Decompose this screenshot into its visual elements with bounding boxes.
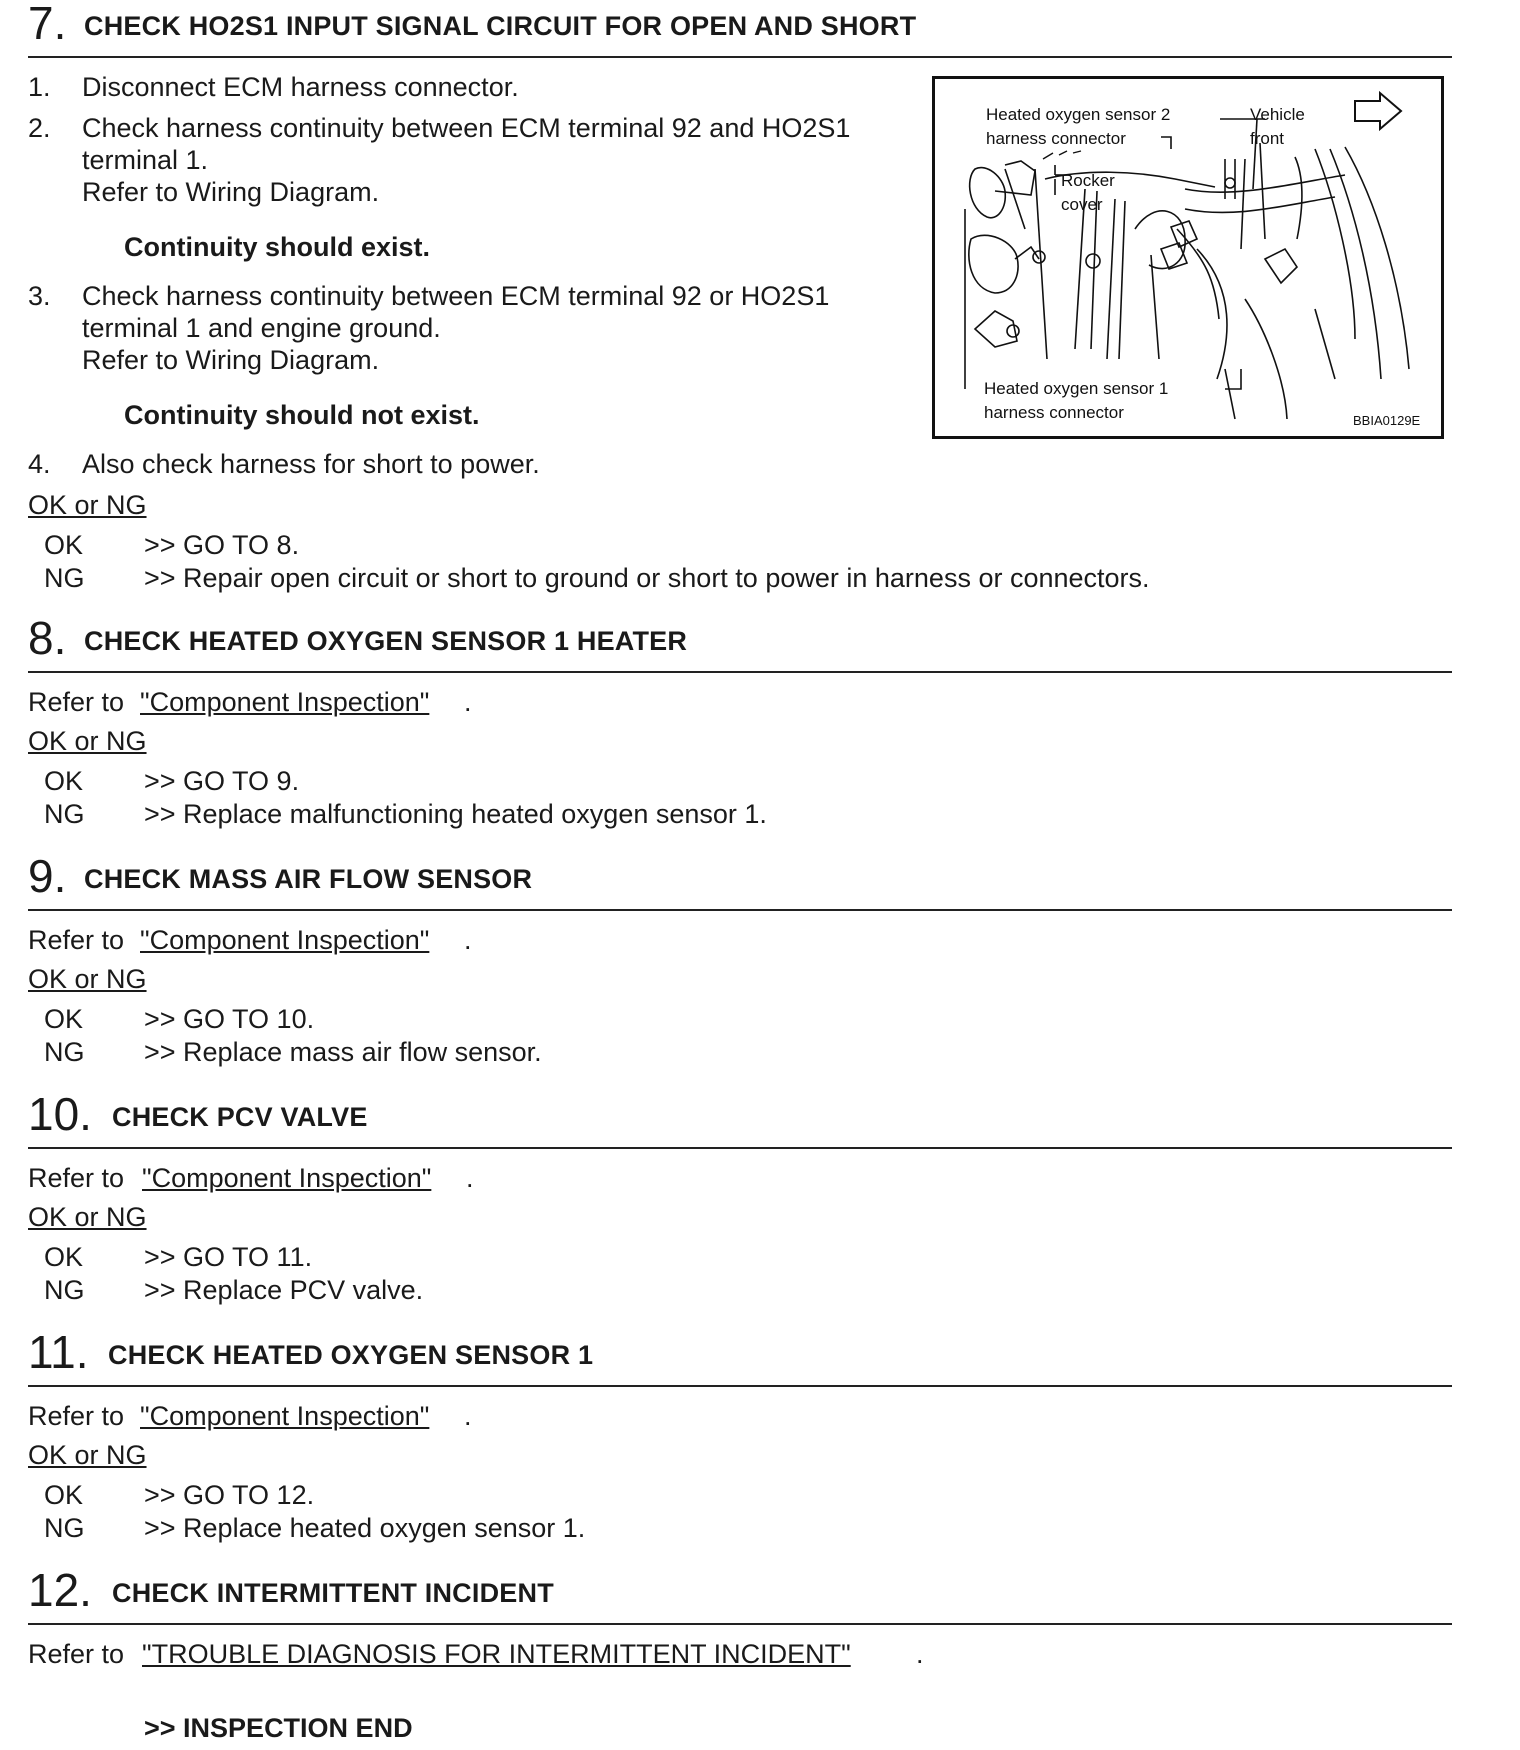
step-number: 4. bbox=[28, 449, 51, 479]
step-text: terminal 1. bbox=[82, 145, 209, 175]
ng-action: >> Replace PCV valve. bbox=[144, 1275, 424, 1305]
ok-or-ng-label: OK or NG bbox=[28, 490, 147, 520]
step-result: Continuity should not exist. bbox=[124, 400, 480, 430]
step-text: Check harness continuity between ECM terminal 92 and HO2S1 bbox=[82, 113, 851, 143]
ok-label: OK bbox=[44, 1004, 84, 1034]
ok-action: >> GO TO 9. bbox=[144, 766, 300, 796]
step-text: Refer to Wiring Diagram. bbox=[82, 177, 380, 207]
figure-label-ho2s1-line1: Heated oxygen sensor 1 bbox=[984, 379, 1169, 398]
step-text: Also check harness for short to power. bbox=[82, 449, 540, 479]
section-8-title: CHECK HEATED OXYGEN SENSOR 1 HEATER bbox=[84, 626, 688, 656]
ok-label: OK bbox=[44, 1242, 84, 1272]
figure-code: BBIA0129E bbox=[1353, 413, 1421, 428]
ok-or-ng-label: OK or NG bbox=[28, 726, 147, 756]
figure-label-vehicle-line2: front bbox=[1250, 129, 1285, 148]
ok-or-ng-label: OK or NG bbox=[28, 1202, 147, 1232]
refer-suffix: . bbox=[916, 1639, 924, 1669]
step-number: 2. bbox=[28, 113, 51, 143]
refer-prefix: Refer to bbox=[28, 925, 125, 955]
step-text: Check harness continuity between ECM terminal 92 or HO2S1 bbox=[82, 281, 830, 311]
engine-diagram-figure bbox=[932, 76, 1444, 439]
refer-prefix: Refer to bbox=[28, 1401, 125, 1431]
component-inspection-link[interactable]: "Component Inspection" bbox=[140, 1401, 430, 1431]
ok-or-ng-label: OK or NG bbox=[28, 964, 147, 994]
section-11-header bbox=[28, 1326, 1452, 1387]
step-number: 1. bbox=[28, 72, 51, 102]
section-11-title: CHECK HEATED OXYGEN SENSOR 1 bbox=[108, 1340, 594, 1370]
section-7-header bbox=[28, 0, 1452, 58]
section-9-header bbox=[28, 850, 1452, 911]
refer-suffix: . bbox=[464, 687, 472, 717]
section-9-number: 9. bbox=[28, 850, 67, 902]
ok-action: >> GO TO 12. bbox=[144, 1480, 315, 1510]
section-10-number: 10. bbox=[28, 1088, 92, 1140]
refer-suffix: . bbox=[464, 1401, 472, 1431]
component-inspection-link[interactable]: "Component Inspection" bbox=[142, 1163, 432, 1193]
figure-label-rocker-line2: cover bbox=[1061, 195, 1103, 214]
ng-label: NG bbox=[44, 1037, 85, 1067]
ok-label: OK bbox=[44, 530, 84, 560]
refer-prefix: Refer to bbox=[28, 1639, 125, 1669]
trouble-diagnosis-link[interactable]: "TROUBLE DIAGNOSIS FOR INTERMITTENT INCIDENT" bbox=[142, 1639, 851, 1669]
section-8-header bbox=[28, 612, 1452, 673]
component-inspection-link[interactable]: "Component Inspection" bbox=[140, 687, 430, 717]
ng-label: NG bbox=[44, 1513, 85, 1543]
figure-label-ho2s2-line2: harness connector bbox=[986, 129, 1126, 148]
figure-label-vehicle-line1: Vehicle bbox=[1250, 105, 1305, 124]
step-text: terminal 1 and engine ground. bbox=[82, 313, 441, 343]
step-text: Disconnect ECM harness connector. bbox=[82, 72, 519, 102]
ng-action: >> Replace mass air flow sensor. bbox=[144, 1037, 542, 1067]
ok-action: >> GO TO 8. bbox=[144, 530, 300, 560]
component-inspection-link[interactable]: "Component Inspection" bbox=[140, 925, 430, 955]
section-12-number: 12. bbox=[28, 1564, 92, 1616]
refer-prefix: Refer to bbox=[28, 1163, 125, 1193]
section-9-title: CHECK MASS AIR FLOW SENSOR bbox=[84, 864, 533, 894]
refer-suffix: . bbox=[464, 925, 472, 955]
ng-action: >> Replace malfunctioning heated oxygen sensor 1. bbox=[144, 799, 767, 829]
inspection-end: >> INSPECTION END bbox=[144, 1713, 413, 1743]
ng-action: >> Repair open circuit or short to ground or short to power in harness or connectors. bbox=[144, 563, 1150, 593]
step-text: Refer to Wiring Diagram. bbox=[82, 345, 380, 375]
section-7-number: 7. bbox=[28, 0, 67, 49]
ok-label: OK bbox=[44, 766, 84, 796]
ng-label: NG bbox=[44, 563, 85, 593]
ng-action: >> Replace heated oxygen sensor 1. bbox=[144, 1513, 586, 1543]
figure-label-rocker-line1: Rocker bbox=[1061, 171, 1115, 190]
section-10-title: CHECK PCV VALVE bbox=[112, 1102, 368, 1132]
section-11-number: 11. bbox=[28, 1326, 89, 1378]
step-result: Continuity should exist. bbox=[124, 232, 431, 262]
figure-label-ho2s2-line1: Heated oxygen sensor 2 bbox=[986, 105, 1171, 124]
figure-label-ho2s1-line2: harness connector bbox=[984, 403, 1124, 422]
step-number: 3. bbox=[28, 281, 51, 311]
ng-label: NG bbox=[44, 799, 85, 829]
refer-suffix: . bbox=[466, 1163, 474, 1193]
ok-label: OK bbox=[44, 1480, 84, 1510]
ng-label: NG bbox=[44, 1275, 85, 1305]
ok-action: >> GO TO 11. bbox=[144, 1242, 313, 1272]
section-8-number: 8. bbox=[28, 612, 67, 664]
section-12-header bbox=[28, 1564, 1452, 1625]
ok-action: >> GO TO 10. bbox=[144, 1004, 315, 1034]
section-7-title: CHECK HO2S1 INPUT SIGNAL CIRCUIT FOR OPEN AND SHORT bbox=[84, 11, 917, 41]
ok-or-ng-label: OK or NG bbox=[28, 1440, 147, 1470]
section-10-header bbox=[28, 1088, 1452, 1149]
refer-prefix: Refer to bbox=[28, 687, 125, 717]
section-12-title: CHECK INTERMITTENT INCIDENT bbox=[112, 1578, 554, 1608]
